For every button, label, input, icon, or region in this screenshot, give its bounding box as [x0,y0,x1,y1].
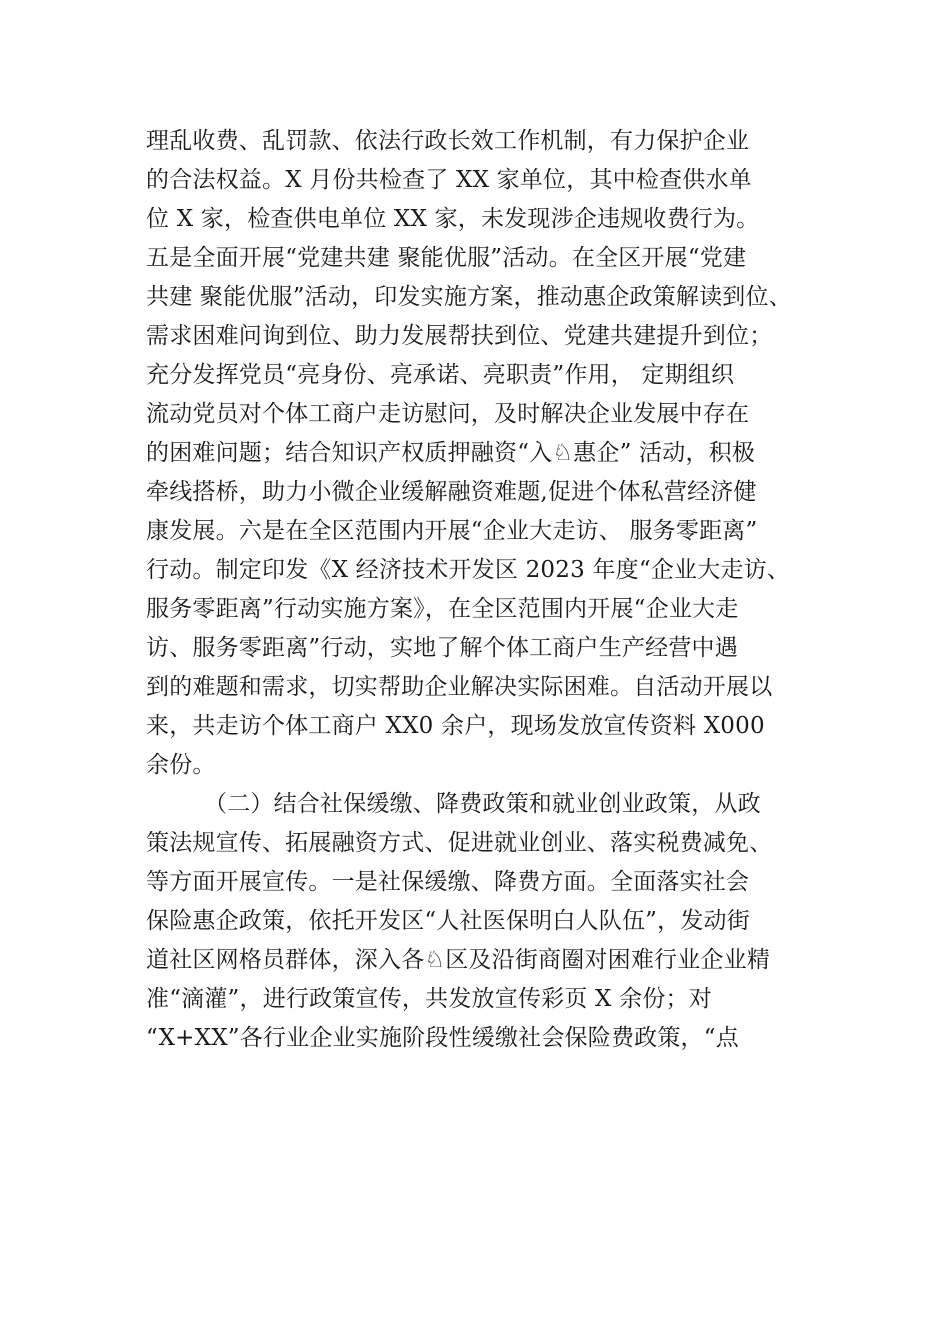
text-line: 充分发挥党员“亮身份、亮承诺、亮职责”作用， 定期组织 [146,362,735,388]
text-line: 到的难题和需求，切实帮助企业解决实际困难。自活动开展以 [146,674,773,700]
body-text [146,122,826,1058]
text-line: 服务零距离”行动实施方案》，在全区范围内开展“企业大走 [146,596,739,622]
text-line: 来，共走访个体工商户 XX0 余户，现场发放宣传资料 X000 [146,713,765,739]
text-line: 牵线搭桥，助力小微企业缓解融资难题,促进个体私营经济健 [146,479,757,505]
text-line: 的合法权益。X 月份共检查了 XX 家单位，其中检查供水单 [146,167,752,193]
text-line: 等方面开展宣传。一是社保缓缴、降费方面。全面落实社会 [146,869,750,895]
text-line: 流动党员对个体工商户走访慰问，及时解决企业发展中存在 [146,401,750,427]
text-line: 保险惠企政策，依托开发区“人社医保明白人队伍”，发动街 [146,908,750,934]
text-line: 需求困难问询到位、助力发展帮扶到位、党建共建提升到位； [146,323,773,349]
text-line: 访、服务零距离”行动，实地了解个体工商户生产经营中遇 [146,635,738,661]
text-line: “X+XX”各行业企业实施阶段性缓缴社会保险费政策，“点 [146,1025,739,1051]
text-line: （二）结合社保缓缴、降费政策和就业创业政策，从政 [204,791,761,817]
text-line: 策法规宣传、拓展融资方式、促进就业创业、落实税费减免、 [146,830,773,856]
text-line: 道社区网格员群体，深入各♘区及沿街商圈对困难行业企业精 [146,947,771,973]
text-line: 位 X 家，检查供电单位 XX 家，未发现涉企违规收费行为。 [146,206,760,232]
text-line: 的困难问题；结合知识产权质押融资“入♘惠企” 活动，积极 [146,440,756,466]
text-line: 行动。制定印发《X 经济技术开发区 2023 年度“企业大走访、 [146,557,790,583]
text-line: 准“滴灌”，进行政策宣传，共发放宣传彩页 X 余份；对 [146,986,712,1012]
text-line: 五是全面开展“党建共建 聚能优服”活动。在全区开展“党建 [146,245,747,271]
text-line: 康发展。六是在全区范围内开展“企业大走访、 服务零距离” [146,518,758,544]
text-line: 理乱收费、乱罚款、依法行政长效工作机制，有力保护企业 [146,128,750,154]
text-line: 共建 聚能优服”活动，印发实施方案，推动惠企政策解读到位、 [146,284,792,310]
text-line: 余份。 [146,752,216,778]
